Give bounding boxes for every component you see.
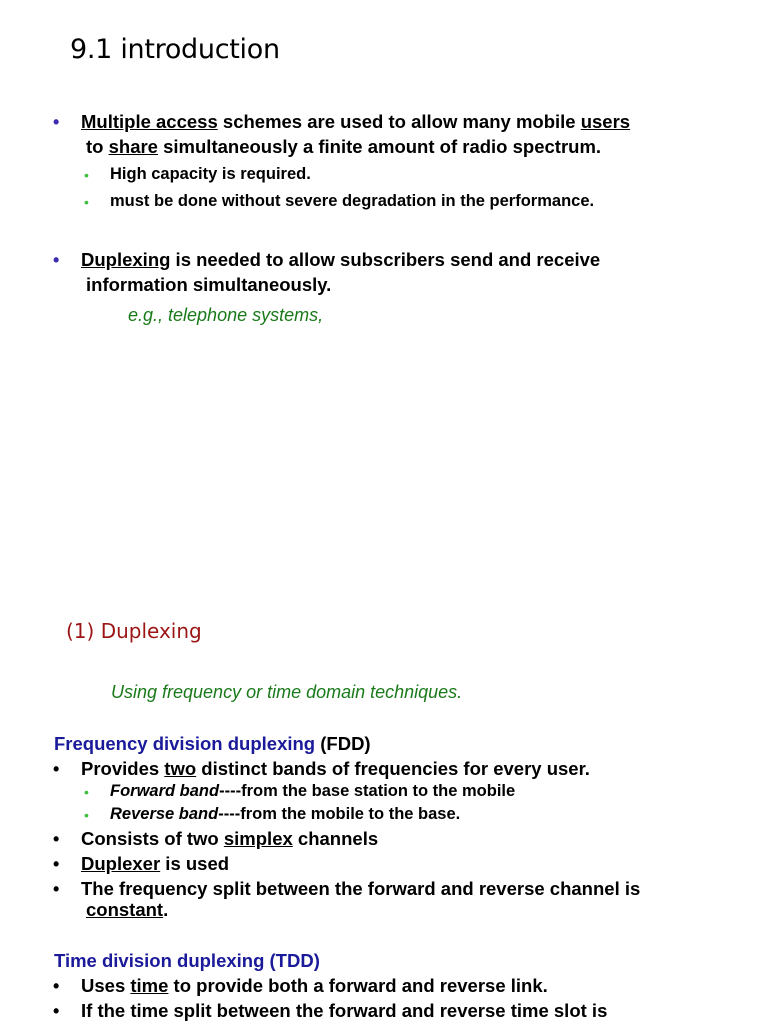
forward-band-term: Forward band (110, 782, 220, 800)
p1-line1-text: schemes are used to allow many mobile (217, 111, 581, 132)
fdd-heading-title: Frequency division duplexing (54, 733, 316, 754)
sub-bullet-icon: • (84, 194, 89, 210)
term-share: share (108, 136, 158, 157)
p1-sub-1: High capacity is required. (110, 165, 311, 183)
example-telephone: e.g., telephone systems, (128, 305, 324, 325)
tdd-heading: Time division duplexing (TDD) (54, 950, 320, 971)
fdd-b4-c: . (163, 899, 169, 920)
fdd-b1-a: Provides (81, 758, 165, 779)
p2-line1-text: is needed to allow subscribers send and receive (170, 249, 601, 270)
page-title: 9.1 introduction (70, 34, 280, 65)
bullet-icon: • (53, 759, 60, 779)
term-users: users (580, 111, 631, 132)
p2-line2: information simultaneously. (86, 274, 332, 295)
term-simplex: simplex (223, 828, 293, 849)
reverse-band-term: Reverse band (110, 805, 219, 823)
p1-line2-c: simultaneously a finite amount of radio spectrum. (157, 136, 602, 157)
term-two: two (164, 758, 197, 779)
tdd-bullet-1 (81, 975, 548, 997)
forward-band-desc: ----from the base station to the mobile (219, 782, 516, 800)
sub-bullet-icon: • (84, 167, 89, 183)
reverse-band-desc: ----from the mobile to the base. (218, 805, 461, 823)
term-constant: constant (86, 899, 164, 920)
term-multiple-access: Multiple access (81, 111, 218, 132)
bullet-icon: • (53, 1001, 60, 1021)
bullet-icon: • (53, 829, 60, 849)
tdd-b1-c: to provide both a forward and reverse link. (168, 975, 548, 996)
bullet-icon: • (53, 879, 60, 899)
fdd-sub-reverse (110, 805, 460, 824)
bullet-icon: • (53, 976, 60, 996)
fdd-heading (54, 733, 371, 755)
bullet-icon: • (53, 112, 60, 132)
fdd-b2-c: channels (292, 828, 379, 849)
fdd-bullet-4-line1: The frequency split between the forward and reverse channel is (81, 878, 641, 899)
bullet-icon: • (53, 250, 60, 270)
p1-line2-a: to (86, 136, 109, 157)
fdd-b2-a: Consists of two (81, 828, 224, 849)
p2-line1 (81, 249, 600, 271)
duplexing-heading: (1) Duplexing (66, 619, 202, 643)
fdd-sub-forward (110, 782, 515, 801)
tdd-bullet-2: If the time split between the forward and reverse time slot is (81, 1000, 608, 1021)
fdd-bullet-2 (81, 828, 378, 850)
p1-line1 (81, 111, 630, 133)
bullet-icon: • (53, 854, 60, 874)
sub-bullet-icon: • (84, 807, 89, 823)
fdd-bullet-4-line2 (86, 899, 168, 921)
fdd-b3-b: is used (160, 853, 230, 874)
sub-bullet-icon: • (84, 784, 89, 800)
p1-sub-2: must be done without severe degradation in the performance. (110, 192, 595, 210)
duplexing-techniques: Using frequency or time domain techniques. (111, 682, 463, 702)
fdd-heading-abbr: (FDD) (315, 733, 371, 754)
term-duplexer: Duplexer (81, 853, 161, 874)
term-duplexing: Duplexing (81, 249, 171, 270)
fdd-bullet-3 (81, 853, 229, 875)
term-time: time (130, 975, 169, 996)
tdd-b1-a: Uses (81, 975, 131, 996)
p1-line2 (86, 136, 601, 158)
fdd-b1-c: distinct bands of frequencies for every user. (196, 758, 590, 779)
fdd-bullet-1 (81, 758, 590, 780)
